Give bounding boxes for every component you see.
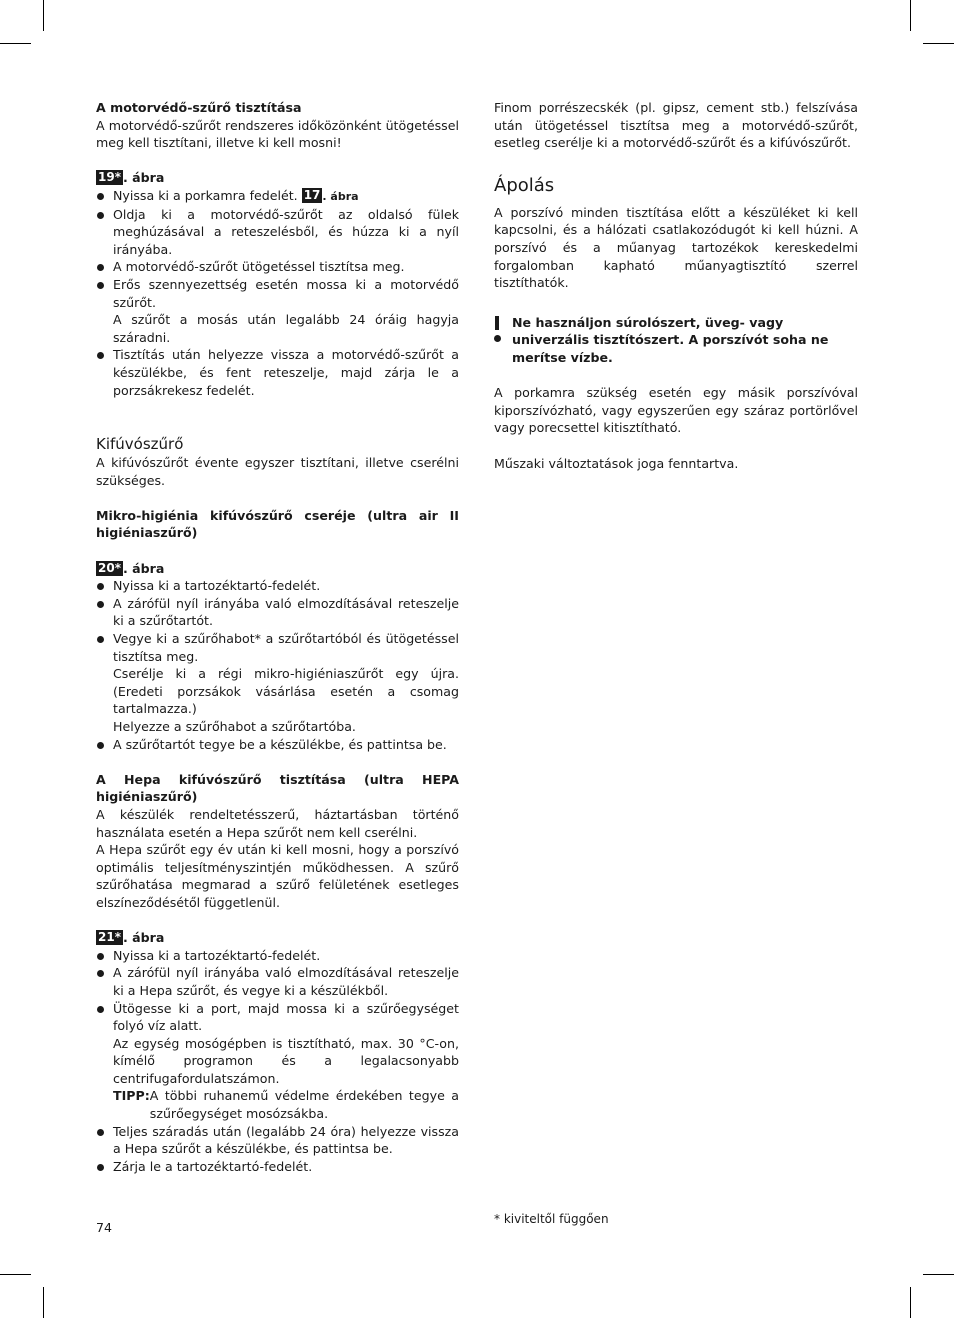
footnote: * kiviteltől függően	[494, 1212, 609, 1226]
section-title-exhaust-filter: Kifúvószűrő	[96, 435, 184, 454]
figure-label: . ábra	[122, 560, 165, 576]
bullet-list	[96, 577, 459, 753]
crop-mark	[910, 1287, 911, 1318]
warning-note	[494, 314, 858, 367]
figure-number: 20*	[98, 560, 121, 575]
bullet-icon	[97, 953, 104, 960]
bullet-icon	[97, 601, 104, 608]
tip	[113, 1087, 459, 1122]
section-title-micro-hygiene: Mikro-higiénia kifúvószűrő cseréje (ultra air II higiéniaszűrő)	[96, 507, 459, 541]
crop-mark	[910, 0, 911, 31]
bullet-icon	[97, 1129, 104, 1136]
right-column	[494, 99, 858, 472]
figure-number: 17	[303, 187, 321, 202]
bullet-icon	[97, 1006, 104, 1013]
tip-label: TIPP:	[113, 1088, 150, 1104]
paragraph: Finom porrészecskék (pl. gipsz, cement stb.) felszívása után ütögetéssel tisztítsa meg a motorvédő-szűrőt, esetleg cserélje ki a motorvédő-szűrőt és a kifúvószűrőt.	[494, 100, 858, 151]
crop-mark	[923, 43, 954, 44]
list-item: Vegye ki a szűrőhabot* a szűrőtartóból és ütögetéssel tisztítsa meg. Cserélje ki a régi mikro-higiéniaszűrőt egy újra. (Eredeti porzsákok vásárlása esetén a csomag tartalmazza.) Helyezze a szűrőhabot a szűrőtartóba.	[96, 630, 459, 736]
list-item: A zárófül nyíl irányába való elmozdításával reteszelje ki a Hepa szűrőt, és vegye ki a készülékből.	[96, 964, 459, 999]
list-item: Tisztítás után helyezze vissza a motorvédő-szűrőt a készülékbe, és fent reteszelje, majd zárja le a porzsákrekesz fedelét.	[96, 346, 459, 399]
paragraph: A porszívó minden tisztítása előtt a készüléket ki kell kapcsolni, és a hálózati csatlakozódugót ki kell húzni. A porszívó és a műanyag tartozékok kereskedelmi forgalomban kapható műanyagtisztító szerrel tisztíthatók.	[494, 204, 858, 291]
crop-mark	[0, 43, 31, 44]
paragraph: Műszaki változtatások joga fenntartva.	[494, 455, 739, 471]
bullet-icon	[97, 583, 104, 590]
bullet-icon	[97, 970, 104, 977]
bullet-icon	[97, 193, 104, 200]
bullet-icon	[97, 742, 104, 749]
bullet-icon	[97, 282, 104, 289]
bullet-icon	[97, 636, 104, 643]
crop-mark	[43, 1287, 44, 1318]
paragraph: A Hepa szűrőt egy év után ki kell mosni, hogy a porszívó optimális teljesítményszintjén működhessen. A szűrő szűrőhatása megmarad a szűrő felületének esetleges elszíneződésétől függetlenül.	[96, 842, 459, 910]
crop-mark	[43, 0, 44, 31]
list-item: Ütögesse ki a port, majd mossa ki a szűrőegységet folyó víz alatt. Az egység mosógépben is tisztítható, max. 30 °C-on, kímélő programon és a legalacsonyabb centrifugafordulatszámon. TIPP: A többi ruhanemű védelme érdekében tegye a szűrőegységet mosózsákba.	[96, 1000, 459, 1123]
section-title-motor-filter: A motorvédő-szűrő tisztítása	[96, 100, 302, 115]
list-item: Teljes száradás után (legalább 24 óra) helyezze vissza a Hepa szűrőt a készülékbe, és pattintsa be.	[96, 1123, 459, 1158]
bullet-icon	[97, 212, 104, 219]
paragraph: A porkamra szükség esetén egy másik porszívóval kiporszívózható, vagy egyszerűen egy száraz portörlővel vagy porecsettel kitisztítható.	[494, 385, 858, 436]
bullet-list	[96, 947, 459, 1176]
list-item: A motorvédő-szűrőt ütögetéssel tisztítsa meg.	[96, 258, 459, 276]
left-column	[96, 99, 459, 1175]
list-item: Nyissa ki a tartozéktartó-fedelét.	[96, 947, 459, 965]
list-item: A zárófül nyíl irányába való elmozdításával reteszelje ki a szűrőtartót.	[96, 595, 459, 630]
page-number: 74	[96, 1220, 113, 1235]
section-title-care: Ápolás	[494, 174, 555, 196]
bullet-icon	[97, 352, 104, 359]
list-item: Erős szennyezettség esetén mossa ki a motorvédő szűrőt. A szűrőt a mosás után legalább 24 óráig hagyja száradni.	[96, 276, 459, 346]
figure-label: . ábra	[322, 189, 359, 203]
list-item: Nyissa ki a porkamra fedelét. 17 . ábra	[96, 187, 459, 206]
figure-ref	[96, 560, 459, 578]
paragraph: A motorvédő-szűrőt rendszeres időközönként ütögetéssel meg kell tisztítani, illetve ki kell mosni!	[96, 117, 459, 151]
list-item: Zárja le a tartozéktartó-fedelét.	[96, 1158, 459, 1176]
figure-label: . ábra	[122, 170, 165, 186]
warning-text: Ne használjon súrolószert, üveg- vagy univerzális tisztítószert. A porszívót soha ne merítse vízbe.	[512, 314, 829, 365]
figure-number: 19*	[98, 170, 121, 185]
paragraph: A készülék rendeltetésszerű, háztartásban történő használata esetén a Hepa szűrőt nem kell cserélni.	[96, 806, 459, 840]
figure-label: . ábra	[122, 930, 165, 946]
crop-mark	[0, 1274, 31, 1275]
bullet-icon	[97, 1164, 104, 1171]
section-title-hepa: A Hepa kifúvószűrő tisztítása (ultra HEPA higiéniaszűrő)	[96, 771, 459, 805]
paragraph: A kifúvószűrőt évente egyszer tisztítani, illetve cserélni szükséges.	[96, 455, 459, 488]
crop-mark	[923, 1274, 954, 1275]
figure-number: 21*	[98, 930, 121, 945]
tip-text: A többi ruhanemű védelme érdekében tegye a szűrőegységet mosózsákba.	[149, 1088, 459, 1122]
bullet-list	[96, 187, 459, 399]
list-item: Oldja ki a motorvédő-szűrőt az oldalsó fülek meghúzásával a reteszelésből, és húzza ki a nyíl irányába.	[96, 206, 459, 259]
list-item: Nyissa ki a tartozéktartó-fedelét.	[96, 577, 459, 595]
bullet-icon	[97, 264, 104, 271]
list-item: A szűrőtartót tegye be a készülékbe, és pattintsa be.	[96, 736, 459, 754]
figure-ref	[96, 929, 459, 947]
figure-ref	[96, 169, 459, 187]
